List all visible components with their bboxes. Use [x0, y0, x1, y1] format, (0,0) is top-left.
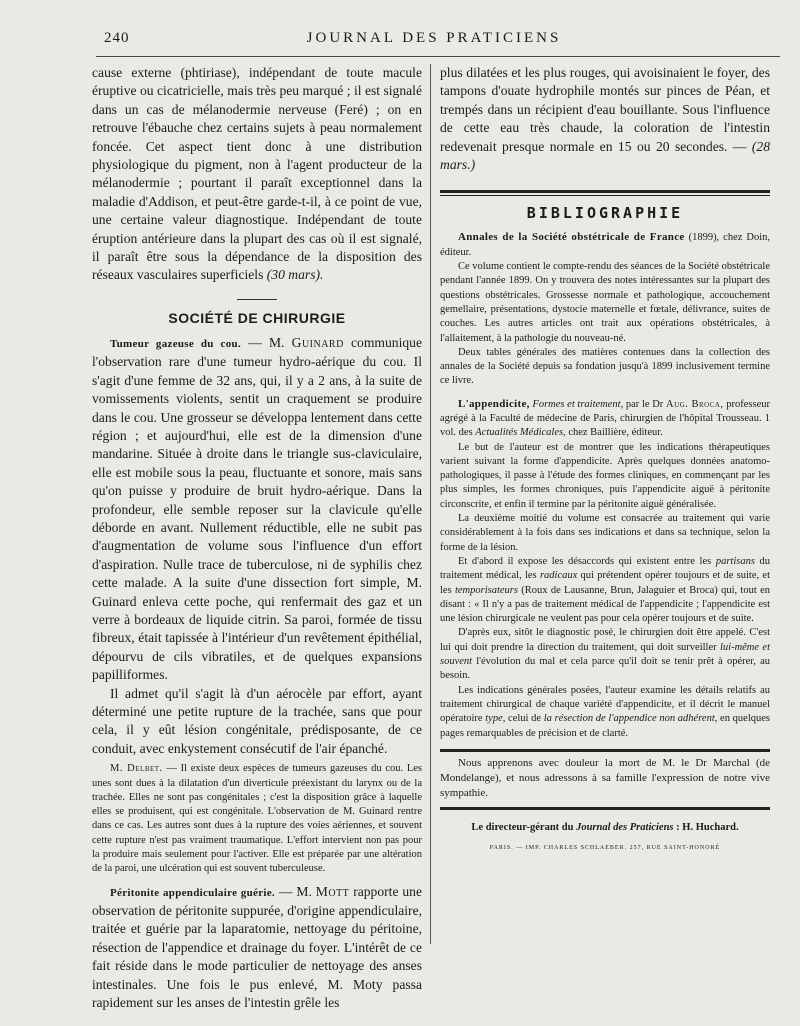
delbet-body: — Il existe deux espèces de tumeurs gazeuses du cou. Les unes sont dues à la dilatation d'un diverticule préexistant du larynx ou de la trachée. Elles ne sont pas congénitales ; c'est la disposition grâce à laquelle elles se produisent, qui est congénitale. L'observation de M. Guinard rentre dans ce cas. Les autres sont dues à la rupture des voies aériennes, et souvent cette rupture n'est pas vraiment traumatique. L'effort intervient non pas pour la produire mais seulement pour l'activer. Elle est préparée par une altération de la paroi, une ulcération qui est souvent tuberculeuse. [92, 763, 422, 875]
b2p4-c: qui prétendent opérer toujours et de suite, et les [440, 570, 770, 596]
b2p6-b: celui de [505, 713, 544, 725]
column-divider [430, 64, 431, 944]
biblio-1-rest: (1899), chez Doin, éditeur. [440, 232, 770, 258]
biblio-2-subtitle: Formes et traitement, [529, 398, 624, 410]
peritonite-title: Péritonite appendiculaire guérie. [110, 886, 275, 899]
right-column [440, 64, 770, 851]
biblio-2-author: Aug. Broca, [665, 398, 724, 410]
tumeur-body: communique l'observation rare d'une tumeur hydro-aérique du cou. Il s'agit d'une femme de 32 ans, qui, il y a 2 ans, à la suite de vomissements violents, sentit un craquement se produire dans le cou. Une grosseur se développa lentement dans cette région ; et aujourd'hui, elle est de la dimension d'une mandarine. Située à droite dans le triangle sus-claviculaire, elle est mobile sous la peau, fluctuante et sonore, mais sans qu'on puisse y produire de bruit hydro-aérique. Dans la profondeur, elle semble reposer sur la clavicule qu'elle déborde en avant. Nullement réductible, elle ne subit pas d'augmentation de volume sous l'influence d'un effort d'aspiration. Nulle trace de tuberculose, ni de syphilis chez cette malade. A la suite d'une dissection fort simple, M. Guinard enleva cette poche, qui renfermait des gaz et un verre à bordeaux de liquide citrin. Sa paroi, formée de tissu fibreux, était tapissée à l'intérieur d'un revêtement épithélial, dépourvu de cils vibratiles, et de quelques expansions papilliformes. [92, 334, 422, 683]
director-name: : H. Huchard. [673, 821, 739, 833]
b2p4-temporisateurs: temporisateurs [454, 584, 518, 596]
left-paragraph-aerocele: Il admet qu'il s'agit là d'un aérocèle par effort, ayant déterminé une petite rupture de la trachée, sans que pour cela, il y eût lésion congénitale, prédisposante, de ce conduit, avec enkystement consécutif de l'air épanché. [92, 685, 422, 756]
biblio-1-title: Annales de la Société obstétricale de France [458, 231, 685, 244]
death-notice-box [440, 749, 770, 810]
b2p6-resection: la résection de l'appendice non adhérent, [543, 713, 718, 725]
left-paragraph-peritonite [92, 883, 422, 1013]
director-line [440, 822, 770, 833]
biblio-2-series: Actualités Médicales, [475, 427, 566, 439]
biblio-rule-top [440, 190, 770, 196]
peritonite-author: Mott [315, 883, 350, 899]
biblio-entry-1 [440, 230, 770, 260]
biblio-entry-2 [440, 397, 770, 441]
right-paragraph-1 [440, 64, 770, 174]
director-label: Le directeur-gérant du [471, 821, 577, 833]
death-notice: Nous apprenons avec douleur la mort de M. le Dr Marchal (de Mondelange), et nous adressons à sa famille l'expression de notre vive sympathie. [440, 756, 770, 799]
biblio-2-paragraph-2: Le but de l'auteur est de montrer que les indications thérapeutiques varient suivant la forme d'appendicite. Après quelques données anatomo-pathologiques, il passe à l'étude des formes cliniques, en commençant par les plus simples, les formes chroniques, puis l'appendicite aiguë à péritonite circonscrite, et enfin il termine par la péritonite aiguë généralisée. [440, 441, 770, 510]
spacer [440, 174, 770, 184]
imprint-line: PARIS. — IMP. CHARLES SCHLAEBER. 257, RUE SAINT-HONORÉ [489, 844, 721, 851]
section-rule [237, 299, 277, 300]
left-column [92, 64, 422, 1012]
b2p6-c: en quelques pages remarquables de précision et de clarté. [440, 713, 770, 739]
biblio-2-rest1: professeur agrégé à la Faculté de médecine de Paris, chirurgien de l'hôpital Trousseau. 1 vol. des [440, 398, 770, 439]
biblio-2-paragraph-3: La deuxième moitié du volume est consacrée au traitement qui varie considérablement à la fois dans ses indications et dans sa technique, selon la forme de la lésion. [440, 513, 770, 553]
director-journal: Journal des Praticiens [576, 821, 674, 833]
b2p4-d: (Roux de Lausanne, Brun, Jalaguier et Broca) qui, tout en disant : « Il n'y a pas de traitement médical de l'appendicite ; l'appendicite est une lésion chirurgicale ne veulent pas pour cela opérer toujours et de suite. [440, 584, 770, 625]
journal-title: JOURNAL DES PRATICIENS [306, 30, 562, 46]
peritonite-sep: — M. [274, 883, 316, 899]
page-number: 240 [104, 30, 130, 46]
left-p1-text: cause externe (phtiriase), indépendant de toute macule éruptive ou cicatricielle, mais très peu marqué ; il est signalé dans un cas de mélanodermie nerveuse (Feré) ; on en retrouve l'ébauche chez certains sujets à peau normalement foncée. Cet aspect tient donc à une distribution physiologique du pigment, non à l'agent producteur de la mélanodermie ; pourtant il paraît exceptionnel dans la maladie d'Addison, et peut-être garde-t-il, à ce point de vue, une certaine valeur diagnostique. Indépendant de toute éruption antérieure dans la plupart des cas où il est signalé, il paraît être sous la dépendance de la disposition des réseaux vasculaires superficiels [92, 65, 422, 283]
b2p4-b: du traitement médical, les [440, 555, 771, 582]
left-paragraph-delbet [92, 762, 422, 876]
b2p5-a: D'après eux, sitôt le diagnostic posé, le chirurgien doit être appelé. C'est lui qui doit prendre la direction du traitement, qui doit surveiller [440, 627, 770, 653]
b2p4-partisans: partisans [715, 555, 755, 567]
section-title-societe-chirurgie [92, 299, 422, 326]
bibliography-title: BIBLIOGRAPHIE [526, 204, 684, 223]
left-p1-date: (30 mars). [266, 267, 324, 283]
running-head [104, 30, 764, 52]
biblio-2-rest2: chez Baillière, éditeur. [565, 427, 663, 439]
biblio-2-title: L'appendicite, [458, 397, 530, 410]
biblio-2-paragraph-5 [440, 626, 770, 683]
right-p1-text: plus dilatées et les plus rouges, qui avoisinaient le foyer, des tampons d'ouate hydrophile montés sur pinces de Péan, et trempés dans un récipient d'eau bouillante. Sous l'influence de cette eau très chaude, la coloration de l'intestin redevenait presque normale en 15 ou 20 secondes. — [440, 65, 770, 154]
section-title-text: SOCIÉTÉ DE CHIRURGIE [168, 309, 346, 326]
b2p4-a: Et d'abord il expose les désaccords qui existent entre les [458, 555, 716, 567]
header-rule [96, 56, 780, 57]
biblio-2-paragraph-4 [440, 555, 770, 626]
tumeur-sep: — M. [241, 334, 292, 350]
left-paragraph-1 [92, 64, 422, 285]
biblio-2-paragraph-6 [440, 684, 770, 741]
b2p4-radicaux: radicaux [539, 570, 578, 582]
peritonite-body: rapporte une observation de péritonite suppurée, d'origine appendiculaire, traitée et guérie par la laparatomie, nettoyage du péritoine, résection de l'appendice et drainage du foyer. L'intérêt de ce fait réside dans le mode particulier de nettoyage des anses intestinales. Une fois le pus enlevé, M. Moty passa rapidement sur les anses de l'intestin grêle les [92, 883, 423, 1011]
b2p6-a: Les indications générales posées, l'auteur examine les détails relatifs au traitement chirurgical de chaque variété d'appendicite, et il décrit le manuel opératoire [440, 684, 770, 725]
b2p5-b: l'évolution du mal et cela parce qu'il doit se tenir prêt à opérer, au besoin. [440, 656, 770, 682]
biblio-1-paragraph-2: Ce volume contient le compte-rendu des séances de la Société obstétricale pendant l'année 1899. On y trouvera des notes intéressantes sur la plupart des questions obstétricales. Grossesse normale et pathologique, accouchement gemellaire, présentations, dystocie maternelle et fœtale, délivrance, suites de couches. Les autres articles ont trait aux opérations obstétricales, à l'allaitement, à la pathologie du nouveau-né. [440, 261, 770, 344]
delbet-name: M. Delbet. [110, 763, 163, 775]
biblio-1-paragraph-3: Deux tables générales des matières contenues dans la collection des annales de la Société depuis sa fondation jusqu'à 1899 inclusivement termine ce livre. [440, 346, 770, 387]
biblio-2-by: par le Dr [623, 398, 666, 410]
b2p6-type: type, [485, 713, 506, 725]
b2p5-lui-meme: lui-même et souvent [440, 641, 771, 668]
right-p1-date: (28 mars.) [440, 138, 770, 173]
tumeur-author: Guinard [291, 334, 344, 350]
left-paragraph-tumeur [92, 334, 422, 685]
tumeur-title: Tumeur gazeuse du cou. [110, 337, 242, 350]
